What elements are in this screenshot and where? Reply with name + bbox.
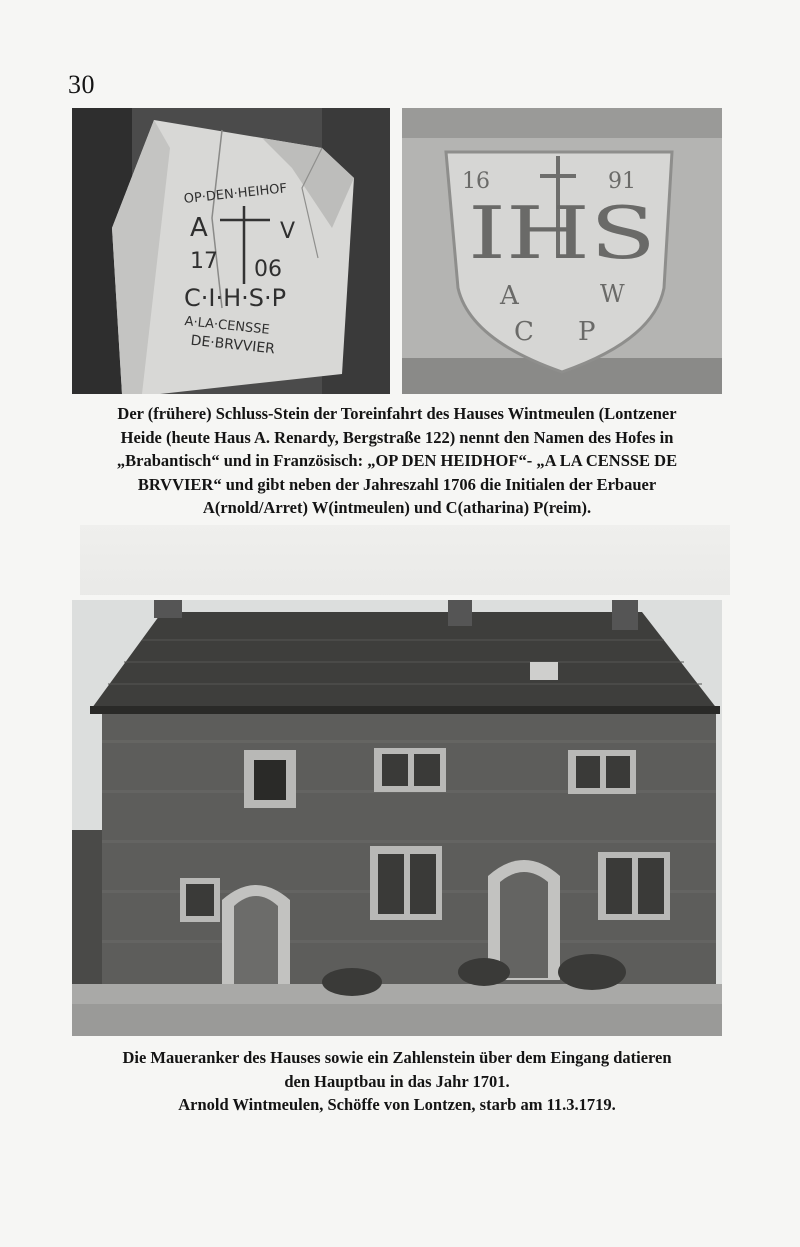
keystone-right-year-1: 16 (462, 169, 490, 194)
keystone-photo-left (72, 108, 390, 394)
keystone-right-year-2: 91 (608, 169, 636, 194)
keystone-left-line-censse: A·LA·CENSSE (183, 314, 271, 338)
keystone-left-illustration (72, 108, 390, 394)
caption-keystone (72, 402, 722, 520)
caption-house-line: Arnold Wintmeulen, Schöffe von Lontzen, starb am 11.3.1719. (178, 1095, 616, 1114)
keystone-left-line-bruvier: DE·BRVVIER (189, 332, 276, 358)
keystone-photo-right (402, 108, 722, 394)
caption-house-line: Die Maueranker des Hauses sowie ein Zahlenstein über dem Eingang datieren (122, 1048, 672, 1067)
keystone-right-letter-p: P (578, 317, 596, 347)
caption-keystone-line: Heide (heute Haus A. Renardy, Bergstraße 122) nennt den Namen des Hofes in (120, 427, 674, 447)
keystone-right-letter-c: C (514, 317, 534, 347)
keystone-left-letter-a: A (190, 213, 208, 243)
keystone-left-letter-v: V (280, 219, 296, 244)
keystone-right-letter-a: A (500, 281, 519, 311)
caption-keystone-line: Der (frühere) Schluss-Stein der Toreinfahrt des Hauses Wintmeulen (Lontzener (117, 404, 677, 423)
keystone-left-initials: C·I·H·S·P (184, 284, 287, 312)
keystone-right-monogram: IHS (468, 191, 656, 275)
keystone-right-illustration (402, 108, 722, 394)
house-photo (72, 600, 722, 1036)
bleed-through-band (80, 525, 730, 595)
page-number: 30 (68, 70, 95, 99)
caption-keystone-line: „Brabantisch“ und in Französisch: „OP DEN HEIDHOF“- „A LA CENSSE DE (116, 451, 678, 470)
house-illustration (72, 600, 722, 1036)
keystone-right-letter-w: W (600, 280, 625, 308)
keystone-left-year-1: 17 (190, 249, 218, 274)
caption-keystone-line: BRVVIER“ und gibt neben der Jahreszahl 1706 die Initialen der Erbauer (137, 474, 657, 494)
keystone-left-year-2: 06 (254, 257, 282, 282)
keystone-left-line-1: OP·DEN·HEIHOF (183, 181, 288, 207)
caption-keystone-line: A(rnold/Arret) W(intmeulen) und C(atharina) P(reim). (202, 498, 592, 517)
caption-house (72, 1046, 722, 1117)
caption-house-line: den Hauptbau in das Jahr 1701. (284, 1071, 510, 1091)
